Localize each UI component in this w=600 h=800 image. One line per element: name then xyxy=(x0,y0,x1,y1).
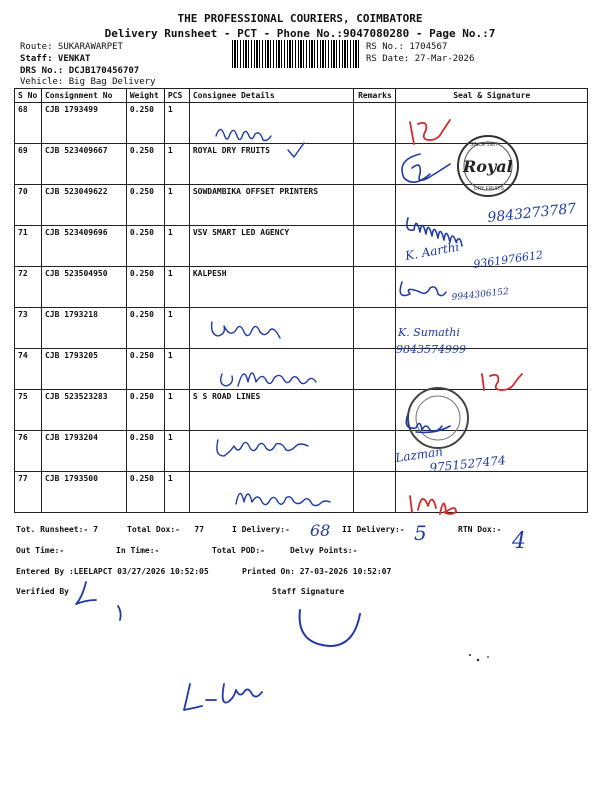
name-row-73: K. Sumathi xyxy=(398,326,460,339)
seal-signatures xyxy=(393,120,577,514)
footer-handwriting xyxy=(76,521,526,710)
cell-pcs: 1 xyxy=(164,349,189,390)
phone-row-72: 9944306152 xyxy=(451,287,510,303)
stamp-brand-text: Royal xyxy=(463,157,513,176)
cell-consignment: CJB 523049622 xyxy=(41,185,126,226)
scan-specks xyxy=(469,654,489,661)
cell-pcs: 1 xyxy=(164,185,189,226)
cell-pcs: 1 xyxy=(164,431,189,472)
stamp-sub-text: DRY FRUITS xyxy=(474,186,504,192)
route-label: Route: SUKARAWARPET xyxy=(20,42,123,52)
phone-row-70: 9843273787 xyxy=(486,200,578,226)
signature-row-72 xyxy=(400,282,446,296)
cell-sno: 73 xyxy=(15,308,42,349)
company-name: THE PROFESSIONAL COURIERS, COIMBATORE xyxy=(177,12,423,25)
cell-consignment: CJB 523409667 xyxy=(41,144,126,185)
cell-weight: 0.250 xyxy=(126,144,164,185)
red-mark-row-68 xyxy=(410,120,450,144)
staff-signature-mark xyxy=(300,610,360,646)
cell-weight: 0.250 xyxy=(126,103,164,144)
signature-row-77 xyxy=(236,493,330,505)
in-time-label: In Time:- xyxy=(116,546,160,555)
rtn-dox-label: RTN Dox:- xyxy=(458,525,502,534)
rtn-dox-value: 4 xyxy=(512,529,526,554)
cell-sno: 69 xyxy=(15,144,42,185)
printed-on: Printed On: 27-03-2026 10:52:07 xyxy=(242,567,392,576)
cell-weight: 0.250 xyxy=(126,431,164,472)
ii-delivery-value: 5 xyxy=(414,521,427,545)
drs-number: DRS No.: DCJB170456707 xyxy=(20,66,140,76)
cell-consignee: KALPESH xyxy=(189,267,354,308)
total-pod-label: Total POD:- xyxy=(212,546,265,555)
staff-label: Staff: VENKAT xyxy=(20,54,91,64)
cell-weight: 0.250 xyxy=(126,308,164,349)
cell-pcs: 1 xyxy=(164,103,189,144)
name-row-76: Lazman xyxy=(394,444,444,465)
signature-row-68 xyxy=(216,129,271,140)
consignee-signatures xyxy=(212,129,330,505)
cell-pcs: 1 xyxy=(164,226,189,267)
red-mark-row-77 xyxy=(410,496,456,514)
i-delivery-value: 68 xyxy=(310,521,331,540)
cell-weight: 0.250 xyxy=(126,226,164,267)
total-dox: Total Dox:- 77 xyxy=(127,525,205,534)
cell-consignment: CJB 1793500 xyxy=(41,472,126,513)
phone-row-71: 9361976612 xyxy=(472,248,544,271)
cell-consignment: CJB 523409696 xyxy=(41,226,126,267)
cell-sno: 74 xyxy=(15,349,42,390)
cell-sno: 77 xyxy=(15,472,42,513)
vehicle-label: Vehicle: Big Bag Delivery xyxy=(20,77,156,87)
cell-consignment: CJB 523523283 xyxy=(41,390,126,431)
verified-by-label: Verified By xyxy=(16,587,69,596)
signature-row-74 xyxy=(221,373,316,386)
cell-sno: 71 xyxy=(15,226,42,267)
ii-delivery-label: II Delivery:- xyxy=(342,525,405,534)
cell-consignment: CJB 1793205 xyxy=(41,349,126,390)
cell-consignment: CJB 523504950 xyxy=(41,267,126,308)
i-delivery-label: I Delivery:- xyxy=(232,525,290,534)
delvy-points-label: Delvy Points:- xyxy=(290,546,358,555)
signature-row-75 xyxy=(406,414,450,432)
verified-by-signature xyxy=(76,582,121,620)
cell-pcs: 1 xyxy=(164,390,189,431)
col-header-pcs: PCS xyxy=(164,89,189,103)
name-row-71: K. Aarthi xyxy=(404,239,461,263)
cell-consignment: CJB 1793218 xyxy=(41,308,126,349)
col-header-consignee: Consignee Details xyxy=(189,89,354,103)
cell-pcs: 1 xyxy=(164,308,189,349)
cell-consignee: SOWDAMBIKA OFFSET PRINTERS xyxy=(189,185,354,226)
bottom-signature xyxy=(184,684,262,710)
cell-pcs: 1 xyxy=(164,144,189,185)
col-header-sno: S No xyxy=(15,89,42,103)
tick-row-69 xyxy=(288,143,304,157)
phone-row-73: 9843574999 xyxy=(396,343,466,356)
cell-sno: 70 xyxy=(15,185,42,226)
cell-pcs: 1 xyxy=(164,472,189,513)
cell-consignee: ROYAL DRY FRUITS xyxy=(189,144,354,185)
cell-pcs: 1 xyxy=(164,267,189,308)
round-seal-row-75 xyxy=(408,388,468,448)
col-header-remarks: Remarks xyxy=(354,89,396,103)
cell-consignment: CJB 1793499 xyxy=(41,103,126,144)
cell-weight: 0.250 xyxy=(126,267,164,308)
cell-consignee: VSV SMART LED AGENCY xyxy=(189,226,354,267)
cell-consignee: S S ROAD LINES xyxy=(189,390,354,431)
runsheet-title: Delivery Runsheet - PCT - Phone No.:9047080280 - Page No.:7 xyxy=(104,27,496,40)
staff-signature-label: Staff Signature xyxy=(272,587,345,596)
signature-row-69 xyxy=(402,154,450,182)
col-header-weight: Weight xyxy=(126,89,164,103)
cell-sno: 76 xyxy=(15,431,42,472)
royal-dry-fruits-stamp xyxy=(458,136,518,196)
cell-sno: 72 xyxy=(15,267,42,308)
cell-sno: 75 xyxy=(15,390,42,431)
rs-number: RS No.: 1704567 xyxy=(366,42,448,52)
cell-weight: 0.250 xyxy=(126,390,164,431)
signature-row-76 xyxy=(217,440,308,456)
cell-consignment: CJB 1793204 xyxy=(41,431,126,472)
phone-row-76: 9751527474 xyxy=(428,453,507,475)
out-time-label: Out Time:- xyxy=(16,546,65,555)
tot-runsheet: Tot. Runsheet:- 7 xyxy=(16,525,98,534)
cell-weight: 0.250 xyxy=(126,185,164,226)
cell-weight: 0.250 xyxy=(126,472,164,513)
entered-by: Entered By :LEELAPCT 03/27/2026 10:52:05 xyxy=(16,567,209,576)
signature-row-73 xyxy=(212,322,280,338)
rs-date: RS Date: 27-Mar-2026 xyxy=(366,54,475,64)
red-mark-row-74 xyxy=(482,374,522,390)
cell-weight: 0.250 xyxy=(126,349,164,390)
col-header-seal-signature: Seal & Signature xyxy=(396,89,588,103)
stamp-since-text: SINCE 1907 xyxy=(470,142,498,148)
col-header-consignment: Consignment No xyxy=(41,89,126,103)
cell-sno: 68 xyxy=(15,103,42,144)
